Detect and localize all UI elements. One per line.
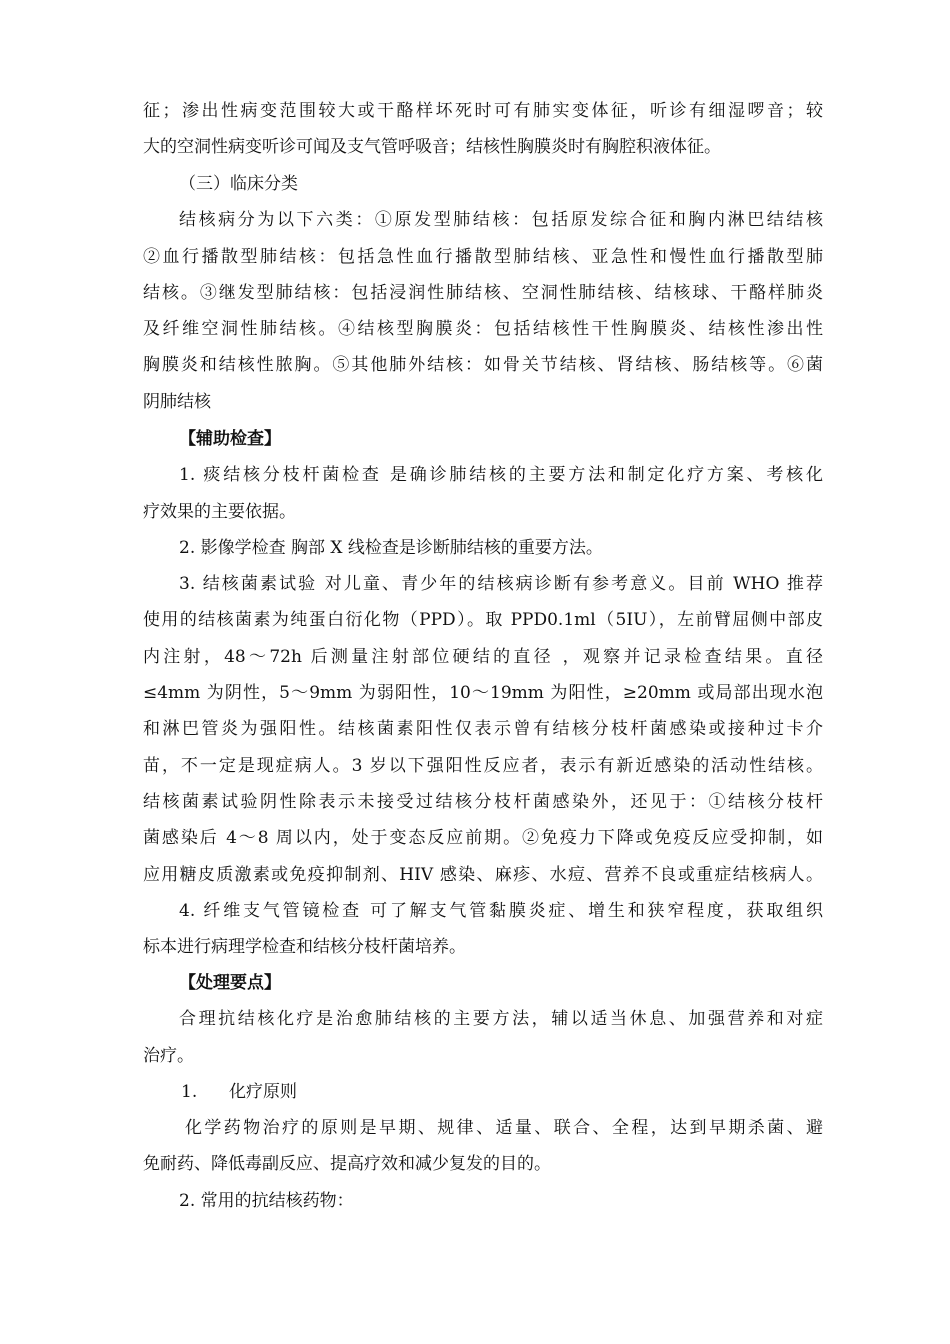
exam-item-1: 1. 痰结核分枝杆菌检查 是确诊肺结核的主要方法和制定化疗方案、考核化 [179, 465, 823, 486]
text-line: 标本进行病理学检查和结核分枝杆菌培养。 [143, 937, 466, 958]
subheading-label: 化疗原则 [229, 1081, 297, 1102]
classification-section [143, 166, 823, 420]
text-line: 使用的结核菌素为纯蛋白衍化物（PPD）。取 PPD0.1ml（5IU），左前臂屈侧中部皮 [143, 610, 823, 631]
text-line: 化学药物治疗的原则是早期、规律、适量、联合、全程，达到早期杀菌、避 [185, 1118, 823, 1139]
text-line: 疗效果的主要依据。 [143, 501, 296, 522]
text-line: 结核病分为以下六类：①原发型肺结核：包括原发综合征和胸内淋巴结结核 [179, 210, 823, 231]
text-line: 应用糖皮质激素或免疫抑制剂、HIV 感染、麻疹、水痘、营养不良或重症结核病人。 [143, 864, 823, 885]
treatment-section [143, 965, 823, 1219]
exam-item-2: 2. 影像学检查 胸部 X 线检查是诊断肺结核的重要方法。 [179, 537, 603, 558]
text-line: 大的空洞性病变听诊可闻及支气管呼吸音；结核性胸膜炎时有胸腔积液体征。 [143, 137, 721, 158]
text-line: 征；渗出性病变范围较大或干酪样坏死时可有肺实变体征，听诊有细湿啰音；较 [143, 101, 823, 121]
text-line: 苗，不一定是现症病人。3 岁以下强阳性反应者，表示有新近感染的活动性结核。 [143, 755, 823, 776]
text-line: 治疗。 [143, 1045, 194, 1066]
text-line: 及纤维空洞性肺结核。④结核型胸膜炎：包括结核性干性胸膜炎、结核性渗出性 [143, 319, 823, 340]
list-number: 1. [181, 1081, 198, 1102]
text-line: 阴肺结核 [143, 391, 211, 412]
subheading-common-drugs: 2. 常用的抗结核药物： [179, 1190, 354, 1211]
subheading-chemo-principles [143, 1074, 823, 1110]
text-line: 胸膜炎和结核性脓胸。⑤其他肺外结核：如骨关节结核、肾结核、肠结核等。⑥菌 [143, 355, 823, 376]
auxiliary-exams-section [143, 421, 823, 965]
text-line: 结核。③继发型肺结核：包括浸润性肺结核、空洞性肺结核、结核球、干酪样肺炎 [143, 282, 823, 303]
text-line: 内注射，48～72h 后测量注射部位硬结的直径 ，观察并记录检查结果。直径 [143, 646, 823, 667]
section-heading: 【处理要点】 [179, 973, 281, 993]
exam-item-4: 4. 纤维支气管镜检查 可了解支气管黏膜炎症、增生和狭窄程度，获取组织 [179, 900, 823, 921]
text-line: 和淋巴管炎为强阳性。结核菌素阳性仅表示曾有结核分枝杆菌感染或接种过卡介 [143, 719, 823, 740]
signs-paragraph [143, 93, 823, 166]
text-line: 菌感染后 4～8 周以内，处于变态反应前期。②免疫力下降或免疫反应受抑制，如 [143, 828, 823, 849]
text-line: ②血行播散型肺结核：包括急性血行播散型肺结核、亚急性和慢性血行播散型肺 [143, 246, 823, 267]
section-heading: 【辅助检查】 [179, 429, 281, 449]
text-line: 合理抗结核化疗是治愈肺结核的主要方法，辅以适当休息、加强营养和对症 [179, 1009, 823, 1030]
text-line: ≤4mm 为阴性，5～9mm 为弱阳性，10～19mm 为阳性，≥20mm 或局部出现水泡 [143, 683, 823, 704]
section-heading: （三）临床分类 [179, 174, 298, 194]
text-line: 免耐药、降低毒副反应、提高疗效和减少复发的目的。 [143, 1154, 551, 1175]
exam-item-3: 3. 结核菌素试验 对儿童、青少年的结核病诊断有参考意义。目前 WHO 推荐 [179, 574, 823, 595]
text-line: 结核菌素试验阴性除表示未接受过结核分枝杆菌感染外，还见于：①结核分枝杆 [143, 791, 823, 812]
